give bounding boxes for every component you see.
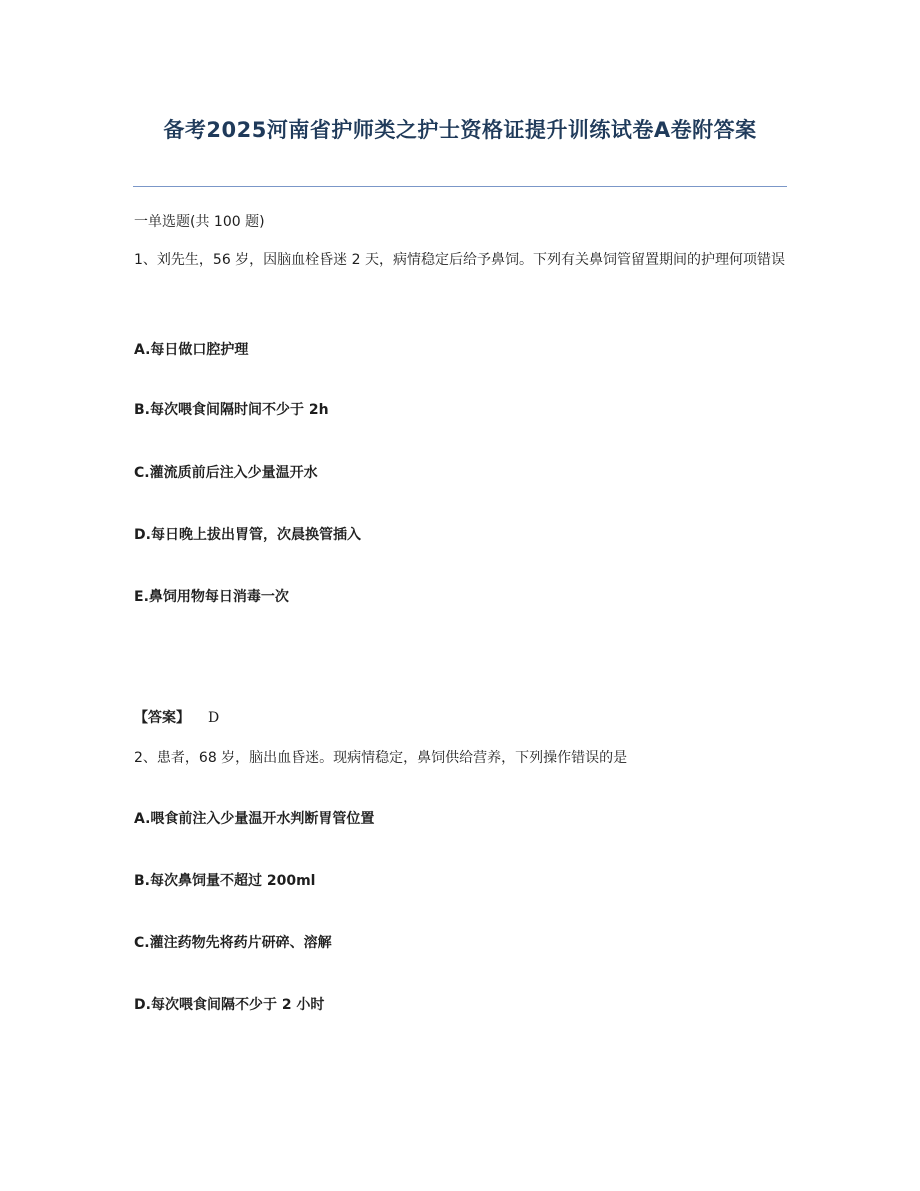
question-1-stem: 1、刘先生，56 岁，因脑血栓昏迷 2 天，病情稳定后给予鼻饲。下列有关鼻饲管留置期间的护理何项错误 [134, 252, 785, 268]
question-1-option-a: A.每日做口腔护理 [134, 342, 249, 358]
question-2-stem: 2、患者，68 岁，脑出血昏迷。现病情稳定，鼻饲供给营养，下列操作错误的是 [134, 750, 628, 766]
question-1-option-e: E.鼻饲用物每日消毒一次 [134, 589, 289, 605]
question-1-option-b: B.每次喂食间隔时间不少于 2h [134, 402, 329, 418]
answer-label: 【答案】 [134, 710, 190, 726]
title-divider [133, 186, 787, 187]
document-title: 备考2025河南省护师类之护士资格证提升训练试卷A卷附答案 [163, 118, 757, 142]
question-2-option-b: B.每次鼻饲量不超过 200ml [134, 873, 316, 889]
question-1-option-c: C.灌流质前后注入少量温开水 [134, 465, 318, 481]
question-2-option-d: D.每次喂食间隔不少于 2 小时 [134, 997, 325, 1013]
question-2-option-a: A.喂食前注入少量温开水判断胃管位置 [134, 811, 375, 827]
section-header: 一单选题(共 100 题) [134, 214, 265, 230]
question-1-answer [134, 709, 219, 727]
question-1-option-d: D.每日晚上拔出胃管，次晨换管插入 [134, 527, 361, 543]
answer-value: D [208, 710, 220, 726]
question-2-option-c: C.灌注药物先将药片研碎、溶解 [134, 935, 332, 951]
